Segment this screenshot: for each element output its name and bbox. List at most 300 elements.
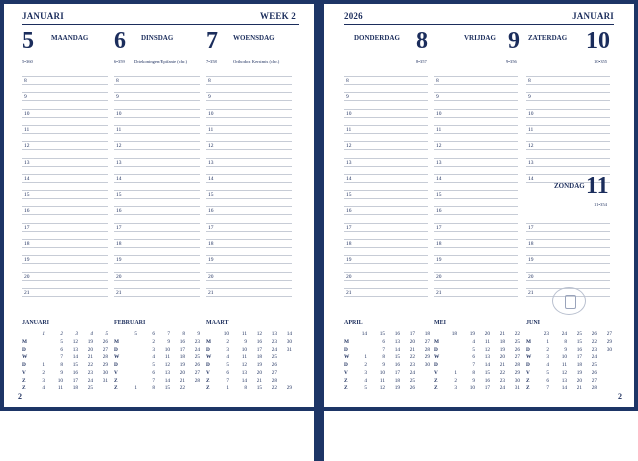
hour-label: 17 [24,224,30,231]
week-number: 1 [42,331,45,337]
calendar-day[interactable]: 25 [591,362,597,369]
calendar-day[interactable]: 18 [256,354,262,361]
week-number: 8 [182,331,185,337]
half-hour-line [344,133,428,134]
weekday-label: D [344,346,348,353]
week-number: 23 [543,331,549,337]
calendar-day[interactable]: 11 [241,354,247,361]
calendar-day[interactable]: 25 [194,354,200,361]
calendar-day[interactable]: 10 [379,369,385,376]
weekday-label: Z [344,385,348,392]
hour-line [526,76,610,77]
hour-line [526,92,610,93]
calendar-day[interactable]: 13 [394,339,400,345]
half-hour-line [434,117,518,118]
half-hour-line [434,100,518,101]
calendar-day[interactable]: 26 [409,385,415,392]
hour-label: 12 [116,143,122,150]
weekday-label: V [344,369,348,376]
calendar-day[interactable]: 6 [152,369,155,376]
calendar-day[interactable]: 2 [546,346,549,353]
calendar-day[interactable]: 30 [424,362,430,369]
calendar-day[interactable]: 7 [60,354,63,361]
calendar-day[interactable]: 15 [72,362,78,369]
weekday-label: Z [344,377,348,384]
hour-label: 12 [208,143,214,150]
calendar-day[interactable]: 28 [424,346,430,353]
calendar-day[interactable]: 26 [271,362,277,369]
week-number: 19 [469,331,475,337]
half-hour-line [434,166,518,167]
calendar-day[interactable]: 4 [42,385,45,392]
calendar-day[interactable]: 7 [226,377,229,384]
calendar-day[interactable]: 21 [409,346,415,353]
calendar-day[interactable]: 17 [72,377,78,384]
calendar-day[interactable]: 24 [87,377,93,384]
calendar-day[interactable]: 13 [561,377,567,384]
calendar-day[interactable]: 8 [472,369,475,376]
hour-line [22,141,108,142]
calendar-day[interactable]: 7 [472,362,475,369]
calendar-day[interactable]: 30 [606,346,612,353]
calendar-day[interactable]: 21 [256,377,262,384]
calendar-day[interactable]: 22 [87,362,93,369]
calendar-day[interactable]: 17 [256,346,262,353]
half-hour-line [22,198,108,199]
calendar-day[interactable]: 9 [382,362,385,369]
hour-label: 8 [208,78,211,84]
weekday-label: Z [434,385,438,392]
calendar-day[interactable]: 4 [152,354,155,361]
weekday-label: M [114,339,119,345]
calendar-day[interactable]: 25 [87,385,93,392]
calendar-day[interactable]: 12 [484,346,490,353]
calendar-day[interactable]: 14 [241,377,247,384]
weekday-label: Z [434,377,438,384]
calendar-day[interactable]: 14 [72,354,78,361]
half-hour-line [526,263,610,264]
calendar-day[interactable]: 29 [286,385,292,392]
calendar-day[interactable]: 21 [87,354,93,361]
calendar-day[interactable]: 9 [472,377,475,384]
calendar-day[interactable]: 15 [576,339,582,345]
calendar-day[interactable]: 14 [394,346,400,353]
hour-line [206,76,292,77]
calendar-day[interactable]: 20 [576,377,582,384]
half-hour-line [114,296,200,297]
calendar-day[interactable]: 8 [564,339,567,345]
half-hour-line [344,198,428,199]
calendar-day[interactable]: 15 [256,385,262,392]
calendar-day[interactable]: 3 [546,354,549,361]
calendar-day[interactable]: 28 [591,385,597,392]
calendar-day[interactable]: 27 [591,377,597,384]
calendar-day[interactable]: 18 [394,377,400,384]
calendar-day[interactable]: 24 [591,354,597,361]
calendar-day[interactable]: 14 [164,377,170,384]
calendar-day[interactable]: 3 [42,377,45,384]
calendar-day[interactable]: 5 [546,369,549,376]
calendar-day[interactable]: 13 [484,354,490,361]
calendar-day[interactable]: 23 [194,339,200,345]
calendar-day[interactable]: 3 [454,385,457,392]
hour-label: 19 [208,257,214,264]
calendar-day[interactable]: 19 [179,362,185,369]
hour-line [434,239,518,240]
hour-line [22,174,108,175]
calendar-day[interactable]: 16 [179,339,185,345]
calendar-day[interactable]: 14 [484,362,490,369]
calendar-day[interactable]: 12 [379,385,385,392]
hour-line [526,125,610,126]
calendar-day[interactable]: 4 [364,377,367,384]
hour-line [206,206,292,207]
calendar-day[interactable]: 3 [364,369,367,376]
calendar-day[interactable]: 25 [271,354,277,361]
hour-line [344,125,428,126]
calendar-day[interactable]: 13 [72,346,78,353]
calendar-day[interactable]: 13 [241,369,247,376]
calendar-day[interactable]: 6 [382,339,385,345]
calendar-day[interactable]: 11 [379,377,385,384]
calendar-day[interactable]: 17 [576,354,582,361]
weekday-label: D [22,346,26,353]
hour-label: 17 [208,224,214,231]
calendar-day[interactable]: 22 [409,354,415,361]
calendar-day[interactable]: 22 [499,369,505,376]
hour-line [22,92,108,93]
week-number: 26 [591,331,597,337]
calendar-day[interactable]: 16 [256,339,262,345]
calendar-day[interactable]: 11 [164,354,170,361]
week-number: 10 [223,331,229,337]
calendar-day[interactable]: 28 [514,362,520,369]
hour-label: 12 [24,143,30,150]
calendar-day[interactable]: 18 [576,362,582,369]
half-hour-line [114,182,200,183]
calendar-day[interactable]: 12 [72,339,78,345]
hour-line [114,158,200,159]
weekday-label: D [526,346,530,353]
calendar-day[interactable]: 27 [424,339,430,345]
calendar-day[interactable]: 12 [164,362,170,369]
week-number: 18 [451,331,457,337]
calendar-day[interactable]: 24 [499,385,505,392]
hour-line [22,158,108,159]
calendar-day[interactable]: 19 [499,346,505,353]
hour-line [206,223,292,224]
calendar-day[interactable]: 29 [102,362,108,369]
calendar-day[interactable]: 16 [72,369,78,376]
calendar-day[interactable]: 7 [152,377,155,384]
calendar-day[interactable]: 27 [102,346,108,353]
calendar-day[interactable]: 14 [561,385,567,392]
half-hour-line [22,263,108,264]
calendar-day[interactable]: 8 [382,354,385,361]
day-of-year: 6•359 [114,59,125,64]
hour-label: 10 [24,110,30,117]
header-rule [22,24,299,25]
hour-line [114,125,200,126]
calendar-day[interactable]: 22 [591,339,597,345]
day-name: MAANDAG [51,34,89,42]
month-header: JANUARI [22,11,64,21]
calendar-day[interactable]: 5 [226,362,229,369]
page-number: 2 [618,392,622,401]
hour-line [114,109,200,110]
calendar-day[interactable]: 2 [226,339,229,345]
calendar-day[interactable]: 6 [226,369,229,376]
calendar-day[interactable]: 9 [167,339,170,345]
calendar-day[interactable]: 23 [409,362,415,369]
hour-label: 14 [24,175,30,182]
calendar-day[interactable]: 6 [472,354,475,361]
calendar-day[interactable]: 15 [164,385,170,392]
calendar-day[interactable]: 27 [194,369,200,376]
calendar-day[interactable]: 2 [42,369,45,376]
calendar-day[interactable]: 11 [57,385,63,392]
calendar-day[interactable]: 30 [514,377,520,384]
calendar-day[interactable]: 29 [514,369,520,376]
half-hour-line [114,166,200,167]
calendar-day[interactable]: 19 [256,362,262,369]
week-number: 21 [499,331,505,337]
calendar-day[interactable]: 20 [87,346,93,353]
calendar-day[interactable]: 17 [484,385,490,392]
calendar-day[interactable]: 1 [364,354,367,361]
weekday-label: W [114,354,120,361]
hour-line [344,223,428,224]
calendar-day[interactable]: 30 [286,339,292,345]
calendar-day[interactable]: 23 [499,377,505,384]
calendar-day[interactable]: 7 [382,346,385,353]
calendar-day[interactable]: 20 [256,369,262,376]
calendar-day[interactable]: 20 [179,369,185,376]
calendar-day[interactable]: 8 [244,385,247,392]
mini-calendar-title: MEI [434,320,446,326]
half-hour-line [22,296,108,297]
calendar-day[interactable]: 1 [546,339,549,345]
half-hour-line [22,247,108,248]
calendar-day[interactable]: 4 [226,354,229,361]
calendar-day[interactable]: 16 [394,362,400,369]
hour-label: 21 [116,289,122,296]
calendar-day[interactable]: 28 [271,377,277,384]
hour-label: 15 [116,192,122,199]
calendar-day[interactable]: 26 [194,362,200,369]
week-label: WEEK 2 [260,11,296,21]
calendar-day[interactable]: 21 [499,362,505,369]
hour-label: 17 [436,224,442,231]
calendar-day[interactable]: 24 [271,346,277,353]
calendar-day[interactable]: 5 [364,385,367,392]
calendar-day[interactable]: 8 [60,362,63,369]
calendar-day[interactable]: 5 [472,346,475,353]
calendar-day[interactable]: 4 [546,362,549,369]
calendar-day[interactable]: 13 [164,369,170,376]
hour-line [114,288,200,289]
day-number: 10 [586,28,610,54]
calendar-day[interactable]: 31 [286,346,292,353]
calendar-day[interactable]: 3 [226,346,229,353]
calendar-day[interactable]: 18 [179,354,185,361]
calendar-day[interactable]: 8 [152,385,155,392]
calendar-day[interactable]: 11 [561,362,567,369]
half-hour-line [206,166,292,167]
calendar-day[interactable]: 23 [87,369,93,376]
calendar-day[interactable]: 16 [576,346,582,353]
week-number: 4 [90,331,93,337]
calendar-day[interactable]: 12 [561,369,567,376]
half-hour-line [206,133,292,134]
calendar-day[interactable]: 29 [606,339,612,345]
weekday-label: D [22,362,26,369]
half-hour-line [526,84,610,85]
calendar-day[interactable]: 9 [564,346,567,353]
hour-line [526,158,610,159]
calendar-day[interactable]: 16 [484,377,490,384]
calendar-day[interactable]: 15 [394,354,400,361]
calendar-day[interactable]: 19 [394,385,400,392]
hour-line [344,288,428,289]
hour-line [344,272,428,273]
calendar-day[interactable]: 17 [179,346,185,353]
hour-label: 15 [208,192,214,199]
half-hour-line [114,247,200,248]
calendar-day[interactable]: 17 [394,369,400,376]
day-of-year: 5•360 [22,59,33,64]
calendar-day[interactable]: 11 [484,339,490,345]
week-number: 18 [424,331,430,337]
half-hour-line [434,182,518,183]
calendar-day[interactable]: 3 [152,346,155,353]
day-number: 5 [22,28,34,54]
calendar-day[interactable]: 20 [409,339,415,345]
half-hour-line [344,117,428,118]
calendar-day[interactable]: 2 [152,339,155,345]
calendar-day[interactable]: 1 [454,369,457,376]
half-hour-line [114,149,200,150]
calendar-day[interactable]: 26 [591,369,597,376]
calendar-day[interactable]: 9 [244,339,247,345]
calendar-day[interactable]: 29 [424,354,430,361]
half-hour-line [434,133,518,134]
calendar-day[interactable]: 23 [591,346,597,353]
calendar-day[interactable]: 4 [472,339,475,345]
hour-label: 20 [24,273,30,280]
calendar-day[interactable]: 1 [134,385,137,392]
hour-line [434,190,518,191]
week-number: 24 [561,331,567,337]
calendar-day[interactable]: 5 [60,339,63,345]
day-name: WOENSDAG [233,34,275,42]
calendar-day[interactable]: 1 [42,362,45,369]
calendar-day[interactable]: 26 [514,346,520,353]
calendar-day[interactable]: 9 [60,369,63,376]
hour-line [344,239,428,240]
calendar-day[interactable]: 31 [514,385,520,392]
half-hour-line [206,231,292,232]
week-number: 14 [286,331,292,337]
hour-line [114,141,200,142]
calendar-day[interactable]: 22 [271,385,277,392]
calendar-day[interactable]: 31 [102,377,108,384]
hour-label: 11 [116,126,122,133]
calendar-day[interactable]: 24 [409,369,415,376]
calendar-day[interactable]: 1 [226,385,229,392]
hour-label: 9 [436,94,439,101]
calendar-day[interactable]: 2 [454,377,457,384]
hour-label: 19 [24,257,30,264]
hour-line [526,239,610,240]
mini-calendar-title: JUNI [526,320,541,326]
calendar-day[interactable]: 23 [271,339,277,345]
weekday-label: Z [206,377,210,384]
calendar-day[interactable]: 27 [514,354,520,361]
calendar-day[interactable]: 10 [561,354,567,361]
calendar-day[interactable]: 10 [57,377,63,384]
calendar-day[interactable]: 25 [409,377,415,384]
calendar-day[interactable]: 15 [484,369,490,376]
page-number: 2 [18,392,22,401]
calendar-day[interactable]: 6 [546,377,549,384]
calendar-day[interactable]: 19 [87,339,93,345]
calendar-day[interactable]: 2 [364,362,367,369]
half-hour-line [434,296,518,297]
hour-label: 8 [346,78,349,84]
calendar-day[interactable]: 5 [152,362,155,369]
calendar-day[interactable]: 25 [514,339,520,345]
calendar-day[interactable]: 20 [499,354,505,361]
calendar-day[interactable]: 30 [102,369,108,376]
calendar-day[interactable]: 27 [271,369,277,376]
calendar-day[interactable]: 28 [194,377,200,384]
calendar-day[interactable]: 24 [194,346,200,353]
calendar-day[interactable]: 18 [72,385,78,392]
hour-line [434,206,518,207]
holiday-label: Orthodox Kerstmis (chr.) [233,59,280,64]
day-name: VRIJDAG [464,34,496,42]
half-hour-line [22,149,108,150]
hour-line [344,255,428,256]
calendar-day[interactable]: 19 [576,369,582,376]
half-hour-line [526,149,610,150]
calendar-day[interactable]: 21 [576,385,582,392]
hour-label: 21 [346,289,352,296]
hour-label: 9 [346,94,349,101]
hour-line [344,158,428,159]
calendar-day[interactable]: 28 [102,354,108,361]
calendar-day[interactable]: 12 [241,362,247,369]
calendar-day[interactable]: 22 [179,385,185,392]
week-number: 16 [394,331,400,337]
calendar-day[interactable]: 10 [241,346,247,353]
weekday-label: M [344,339,349,345]
half-hour-line [526,166,610,167]
calendar-day[interactable]: 7 [546,385,549,392]
calendar-day[interactable]: 10 [164,346,170,353]
calendar-day[interactable]: 10 [469,385,475,392]
hour-label: 18 [436,241,442,247]
calendar-day[interactable]: 21 [179,377,185,384]
calendar-day[interactable]: 26 [102,339,108,345]
half-hour-line [344,247,428,248]
calendar-day[interactable]: 18 [499,339,505,345]
half-hour-line [344,166,428,167]
hour-label: 13 [436,159,442,166]
calendar-day[interactable]: 6 [60,346,63,353]
week-number: 15 [379,331,385,337]
